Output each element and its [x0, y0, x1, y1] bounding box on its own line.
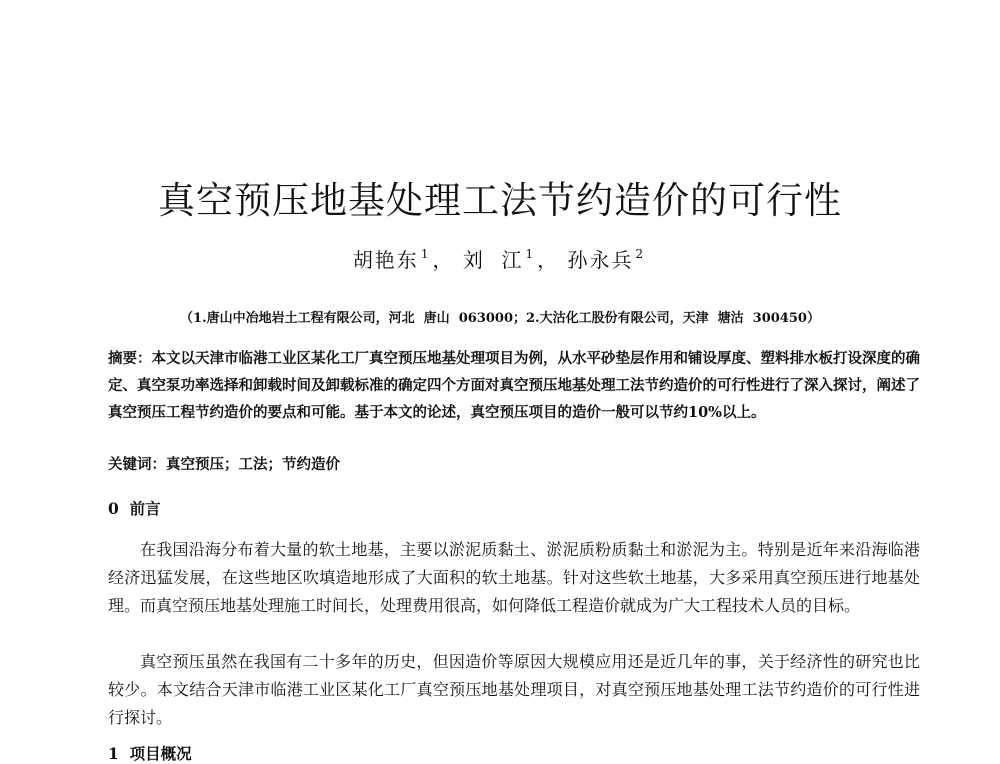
keywords-text: 真空预压；工法；节约造价: [166, 456, 340, 473]
author-affiliation-mark: 1: [525, 247, 536, 261]
author-name: 孙永兵: [567, 248, 634, 272]
body-paragraph: 在我国沿海分布着大量的软土地基，主要以淤泥质黏土、淤泥质粉质黏土和淤泥为主。特别是近年来沿海临港经济迅猛发展，在这些地区吹填造地形成了大面积的软土地基。针对这些软土地基，大多采用真空预压进行地基处理。而真空预压地基处理施工时间长，处理费用很高，如何降低工程造价就成为广大工程技术人员的目标。: [108, 540, 920, 615]
keywords-line: [108, 453, 920, 474]
section-heading-project-overview: 1 项目概况: [108, 744, 192, 763]
author-line: [0, 244, 1000, 273]
author-name: 刘 江: [462, 248, 524, 272]
abstract-text: 本文以天津市临港工业区某化工厂真空预压地基处理项目为例，从水平砂垫层作用和铺设厚度、塑料排水板打设深度的确定、真空泵功率选择和卸载时间及卸载标准的确定四个方面对真空预压地基处理工法节约造价的可行性进行了深入探讨，阐述了真空预压工程节约造价的要点和可能。基于本文的论述，真空预压项目的造价一般可以节约10%以上。: [108, 350, 920, 421]
author-name: 胡艳东: [352, 248, 419, 272]
author-affiliation-mark: 2: [635, 247, 646, 261]
body-paragraph: 真空预压虽然在我国有二十多年的历史，但因造价等原因大规模应用还是近几年的事，关于经济性的研究也比较少。本文结合天津市临港工业区某化工厂真空预压地基处理项目，对真空预压地基处理工法节约造价的可行性进行探讨。: [108, 652, 920, 727]
author-separator: ，: [432, 248, 455, 272]
author-separator: ，: [537, 248, 560, 272]
author-affiliation-mark: 1: [420, 247, 431, 261]
abstract-label: 摘要：: [108, 350, 152, 367]
keywords-label: 关键词：: [108, 456, 166, 473]
paper-title: 真空预压地基处理工法节约造价的可行性: [158, 179, 842, 222]
affiliation-line: （1.唐山中冶地岩土工程有限公司，河北 唐山 063000；2.大沽化工股份有限公司，天津 塘沽 300450）: [180, 311, 820, 326]
section-heading-introduction: 0 前言: [108, 499, 161, 518]
abstract-block: [108, 345, 920, 426]
